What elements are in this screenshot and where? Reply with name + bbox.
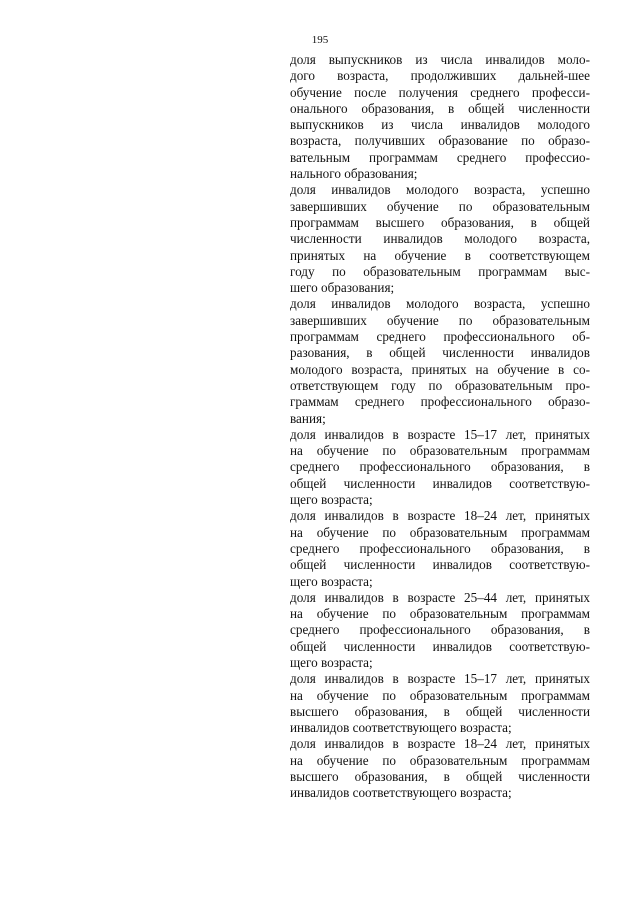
text-line: завершивших обучение по образовательным	[290, 198, 590, 214]
text-line: среднего профессионального образования, в	[290, 622, 590, 638]
paragraph-age-15-17-higher	[290, 671, 590, 736]
text-line: высшего образования, в общей численности	[290, 703, 590, 719]
text-line: щего возраста;	[290, 654, 373, 670]
text-line: граммам среднего профессионального образо-	[290, 394, 590, 410]
text-line: на обучение по образовательным программам	[290, 687, 590, 703]
text-line: возраста, получивших образование по образо-	[290, 133, 590, 149]
text-line: общей численности инвалидов соответствую-	[290, 475, 590, 491]
text-line: вательным программам среднего профессио-	[290, 149, 590, 165]
text-line: на обучение по образовательным программам	[290, 443, 590, 459]
text-line: завершивших обучение по образовательным	[290, 312, 590, 328]
text-line: щего возраста;	[290, 573, 373, 589]
text-line: доля выпускников из числа инвалидов моло-	[290, 52, 590, 67]
text-line: обучение после получения среднего професси-	[290, 84, 590, 100]
text-line: на обучение по образовательным программам	[290, 606, 590, 622]
text-line: ответствующем году по образовательным про-	[290, 377, 590, 393]
text-line: доля инвалидов в возрасте 18–24 лет, принятых	[290, 736, 590, 752]
paragraph-graduates-secondary-vocational	[290, 52, 590, 182]
text-line: дого возраста, продолживших дальней-шее	[290, 68, 590, 84]
text-line: доля инвалидов в возрасте 18–24 лет, принятых	[290, 508, 590, 524]
text-line: доля инвалидов молодого возраста, успешно	[290, 296, 590, 312]
text-line: вания;	[290, 410, 326, 426]
text-line: щего возраста;	[290, 492, 373, 508]
text-line: программам среднего профессионального об-	[290, 329, 590, 345]
text-line: программам высшего образования, в общей	[290, 214, 590, 230]
document-body	[290, 52, 590, 802]
text-line: онального образования, в общей численности	[290, 100, 590, 116]
paragraph-age-15-17-secondary-vocational	[290, 427, 590, 508]
text-line: доля инвалидов в возрасте 15–17 лет, принятых	[290, 671, 590, 687]
text-line: доля инвалидов в возрасте 25–44 лет, принятых	[290, 589, 590, 605]
text-line: общей численности инвалидов соответствую-	[290, 638, 590, 654]
text-line: на обучение по образовательным программам	[290, 524, 590, 540]
text-line: общей численности инвалидов соответствую-	[290, 557, 590, 573]
text-line: численности инвалидов молодого возраста,	[290, 231, 590, 247]
page-number: 195	[311, 34, 329, 46]
text-line: разования, в общей численности инвалидов	[290, 345, 590, 361]
text-line: высшего образования, в общей численности	[290, 769, 590, 785]
text-line: среднего профессионального образования, в	[290, 459, 590, 475]
text-line: инвалидов соответствующего возраста;	[290, 720, 512, 736]
paragraph-age-18-24-higher	[290, 736, 590, 801]
text-line: нального образования;	[290, 166, 418, 182]
paragraph-age-18-24-secondary-vocational	[290, 508, 590, 589]
text-line: инвалидов соответствующего возраста;	[290, 785, 512, 801]
text-line: доля инвалидов в возрасте 15–17 лет, принятых	[290, 426, 590, 442]
text-line: году по образовательным программам выс-	[290, 263, 590, 279]
text-line: выпускников из числа инвалидов молодого	[290, 117, 590, 133]
paragraph-completed-higher-education	[290, 182, 590, 296]
text-line: шего образования;	[290, 280, 395, 296]
text-line: молодого возраста, принятых на обучение в со-	[290, 361, 590, 377]
paragraph-completed-secondary-vocational	[290, 296, 590, 426]
text-line: принятых на обучение в соответствующем	[290, 247, 590, 263]
text-line: доля инвалидов молодого возраста, успешно	[290, 182, 590, 198]
paragraph-age-25-44-secondary-vocational	[290, 590, 590, 671]
text-line: среднего профессионального образования, в	[290, 540, 590, 556]
text-line: на обучение по образовательным программам	[290, 752, 590, 768]
